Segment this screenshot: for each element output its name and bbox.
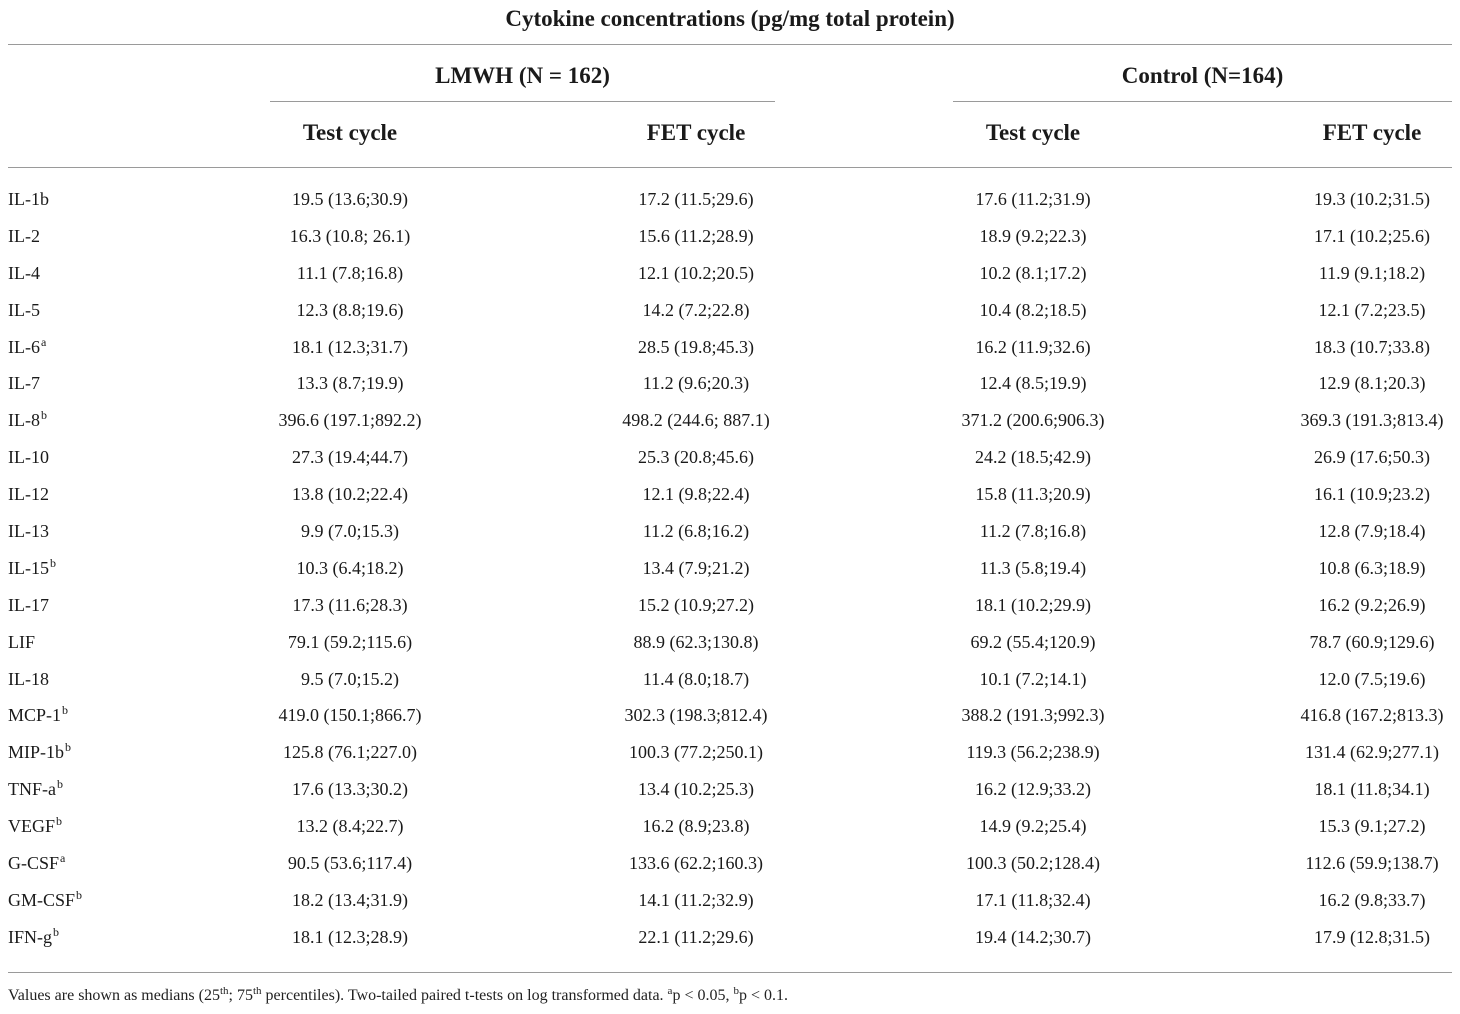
cytokine-label xyxy=(8,734,71,770)
control-test-cycle-value: 24.2 (18.5;42.9) xyxy=(975,447,1091,468)
cytokine-label xyxy=(8,624,35,660)
control-test-cycle-value: 100.3 (50.2;128.4) xyxy=(966,853,1100,874)
control-test-cycle-value: 17.6 (11.2;31.9) xyxy=(975,189,1091,209)
control-test-cycle-value: 18.9 (9.2;22.3) xyxy=(979,225,1087,246)
cytokine-name: IL-8 xyxy=(8,410,40,431)
footnote-text-2: ; 75 xyxy=(228,987,253,1004)
lmwh-fet-cycle-value: 14.1 (11.2;32.9) xyxy=(638,889,754,910)
control-fet-cycle-value: 26.9 (17.6;50.3) xyxy=(1314,447,1430,468)
cytokine-label xyxy=(8,808,62,844)
table-row xyxy=(0,365,1460,402)
footnote-text-5: p < 0.1. xyxy=(738,987,788,1004)
bottom-rule xyxy=(8,972,1452,973)
lmwh-fet-cycle-value: 28.5 (19.8;45.3) xyxy=(638,336,754,357)
lmwh-test-cycle-value: 79.1 (59.2;115.6) xyxy=(287,631,413,652)
table-title: Cytokine concentrations (pg/mg total protein) xyxy=(505,6,955,31)
column-header-control-fet-cycle: FET cycle xyxy=(1322,120,1422,145)
lmwh-fet-cycle-value: 12.1 (9.8;22.4) xyxy=(642,484,750,505)
column-header-control-test-cycle: Test cycle xyxy=(985,120,1081,145)
cytokine-name: TNF-a xyxy=(8,779,56,800)
cytokine-label xyxy=(8,365,40,401)
cytokine-name: IL-15 xyxy=(8,557,49,578)
lmwh-fet-cycle-value: 16.2 (8.9;23.8) xyxy=(642,816,750,837)
control-fet-cycle-value: 12.9 (8.1;20.3) xyxy=(1318,373,1426,394)
table-row xyxy=(0,771,1460,808)
control-test-cycle-value: 11.3 (5.8;19.4) xyxy=(979,557,1087,578)
control-test-cycle-value: 10.1 (7.2;14.1) xyxy=(979,668,1087,689)
lmwh-fet-cycle-value: 11.4 (8.0;18.7) xyxy=(642,668,750,689)
control-fet-cycle-value: 78.7 (60.9;129.6) xyxy=(1309,631,1435,652)
significance-marker: b xyxy=(49,555,56,570)
column-header-lmwh-fet-cycle: FET cycle xyxy=(646,120,746,145)
control-fet-cycle-value: 369.3 (191.3;813.4) xyxy=(1300,410,1444,431)
control-fet-cycle-value: 12.0 (7.5;19.6) xyxy=(1318,668,1426,689)
table-row xyxy=(0,218,1460,255)
column-header-lmwh-test-cycle: Test cycle xyxy=(302,120,398,145)
lmwh-test-cycle-value: 18.1 (12.3;28.9) xyxy=(292,926,408,947)
cytokine-name: IL-17 xyxy=(8,594,49,615)
lmwh-fet-cycle-value: 22.1 (11.2;29.6) xyxy=(638,926,754,947)
control-test-cycle-value: 69.2 (55.4;120.9) xyxy=(970,631,1096,652)
cytokine-label xyxy=(8,292,40,328)
cytokine-name: IL-13 xyxy=(8,521,49,542)
footnote-text-3: percentiles). Two-tailed paired t-tests on log transformed data. xyxy=(261,987,668,1004)
table-row xyxy=(0,697,1460,734)
lmwh-test-cycle-value: 19.5 (13.6;30.9) xyxy=(292,189,408,209)
cytokine-name: IL-6 xyxy=(8,336,40,357)
lmwh-fet-cycle-value: 17.2 (11.5;29.6) xyxy=(638,189,754,209)
cytokine-name: MIP-1b xyxy=(8,742,65,763)
group-header-lmwh: LMWH (N = 162) xyxy=(435,63,610,88)
table-row xyxy=(0,329,1460,366)
cytokine-name: IFN-g xyxy=(8,926,52,947)
cytokine-label xyxy=(8,697,68,733)
table-row xyxy=(0,181,1460,218)
control-fet-cycle-value: 12.1 (7.2;23.5) xyxy=(1318,299,1426,320)
control-test-cycle-value: 119.3 (56.2;238.9) xyxy=(966,742,1100,763)
lmwh-fet-cycle-value: 15.2 (10.9;27.2) xyxy=(638,594,754,615)
lmwh-fet-cycle-value: 498.2 (244.6; 887.1) xyxy=(622,410,770,431)
lmwh-fet-cycle-value: 14.2 (7.2;22.8) xyxy=(642,299,750,320)
control-test-cycle-value: 14.9 (9.2;25.4) xyxy=(979,816,1087,837)
control-test-cycle-value: 19.4 (14.2;30.7) xyxy=(975,926,1091,947)
cytokine-label xyxy=(8,402,47,438)
table-row xyxy=(0,624,1460,661)
control-test-cycle-value: 11.2 (7.8;16.8) xyxy=(979,521,1087,542)
cytokine-name: IL-2 xyxy=(8,225,40,246)
cytokine-label xyxy=(8,771,63,807)
cytokine-name: IL-18 xyxy=(8,668,49,689)
control-test-cycle-value: 10.4 (8.2;18.5) xyxy=(979,299,1087,320)
cytokine-label xyxy=(8,882,82,918)
control-test-cycle-value: 10.2 (8.1;17.2) xyxy=(979,262,1087,283)
table-row xyxy=(0,919,1460,956)
cytokine-label xyxy=(8,439,49,475)
lmwh-test-cycle-value: 27.3 (19.4;44.7) xyxy=(292,447,408,468)
lmwh-fet-cycle-value: 100.3 (77.2;250.1) xyxy=(629,742,763,763)
cytokine-name: G-CSF xyxy=(8,853,60,874)
lmwh-test-cycle-value: 10.3 (6.4;18.2) xyxy=(296,557,404,578)
table-footnote xyxy=(8,985,788,1007)
table-row xyxy=(0,587,1460,624)
control-fet-cycle-value: 11.9 (9.1;18.2) xyxy=(1318,262,1426,283)
significance-marker: b xyxy=(76,887,83,902)
control-test-cycle-value: 18.1 (10.2;29.9) xyxy=(975,594,1091,615)
cytokine-label xyxy=(8,329,46,365)
cytokine-name: IL-10 xyxy=(8,447,49,468)
cytokine-label xyxy=(8,476,49,512)
footnote-sup-3: a xyxy=(667,985,673,997)
lmwh-fet-cycle-value: 13.4 (10.2;25.3) xyxy=(638,779,754,800)
lmwh-fet-cycle-value: 88.9 (62.3;130.8) xyxy=(633,631,759,652)
lmwh-test-cycle-value: 9.9 (7.0;15.3) xyxy=(301,521,399,542)
table-row xyxy=(0,513,1460,550)
control-fet-cycle-value: 131.4 (62.9;277.1) xyxy=(1305,742,1439,763)
cytokine-name: IL-1b xyxy=(8,189,49,209)
significance-marker: b xyxy=(53,924,59,939)
lmwh-fet-cycle-value: 302.3 (198.3;812.4) xyxy=(624,705,768,726)
table-row xyxy=(0,402,1460,439)
lmwh-test-cycle-value: 18.1 (12.3;31.7) xyxy=(292,336,408,357)
control-fet-cycle-value: 10.8 (6.3;18.9) xyxy=(1318,557,1426,578)
significance-marker: b xyxy=(62,703,69,718)
control-test-cycle-value: 15.8 (11.3;20.9) xyxy=(975,484,1091,505)
cytokine-label xyxy=(8,255,40,291)
significance-marker: b xyxy=(40,408,47,423)
lmwh-fet-cycle-value: 133.6 (62.2;160.3) xyxy=(629,853,763,874)
lmwh-test-cycle-value: 13.8 (10.2;22.4) xyxy=(292,484,408,505)
lmwh-test-cycle-value: 419.0 (150.1;866.7) xyxy=(278,705,422,726)
lmwh-test-cycle-value: 13.2 (8.4;22.7) xyxy=(296,816,404,837)
control-fet-cycle-value: 416.8 (167.2;813.3) xyxy=(1300,705,1444,726)
lmwh-test-cycle-value: 17.3 (11.6;28.3) xyxy=(292,594,408,615)
cytokine-label xyxy=(8,919,59,955)
lmwh-fet-cycle-value: 25.3 (20.8;45.6) xyxy=(638,447,754,468)
lmwh-test-cycle-value: 13.3 (8.7;19.9) xyxy=(296,373,404,394)
lmwh-fet-cycle-value: 12.1 (10.2;20.5) xyxy=(638,262,754,283)
table-row xyxy=(0,439,1460,476)
lmwh-test-cycle-value: 9.5 (7.0;15.2) xyxy=(301,668,399,689)
cytokine-name: GM-CSF xyxy=(8,889,76,910)
cytokine-label xyxy=(8,550,56,586)
table-row xyxy=(0,734,1460,771)
significance-marker: b xyxy=(57,777,63,792)
cytokine-name: VEGF xyxy=(8,816,56,837)
significance-marker: a xyxy=(40,334,47,349)
table-row xyxy=(0,255,1460,292)
significance-marker: a xyxy=(60,851,66,866)
control-fet-cycle-value: 16.1 (10.9;23.2) xyxy=(1314,484,1430,505)
group-header-control: Control (N=164) xyxy=(1121,63,1284,88)
control-test-cycle-value: 371.2 (200.6;906.3) xyxy=(961,410,1105,431)
lmwh-test-cycle-value: 125.8 (76.1;227.0) xyxy=(283,742,417,763)
control-fet-cycle-value: 19.3 (10.2;31.5) xyxy=(1314,189,1430,209)
control-fet-cycle-value: 112.6 (59.9;138.7) xyxy=(1305,853,1439,874)
cytokine-name: IL-5 xyxy=(8,299,40,320)
table-row xyxy=(0,292,1460,329)
cytokine-label xyxy=(8,218,40,254)
control-fet-cycle-value: 17.9 (12.8;31.5) xyxy=(1314,926,1430,947)
control-test-cycle-value: 12.4 (8.5;19.9) xyxy=(979,373,1087,394)
table-row xyxy=(0,550,1460,587)
footnote-text-1: Values are shown as medians (25 xyxy=(8,987,220,1004)
lmwh-fet-cycle-value: 11.2 (6.8;16.2) xyxy=(642,521,750,542)
table-row xyxy=(0,882,1460,919)
cytokine-name: IL-7 xyxy=(8,373,40,394)
footnote-text-4: p < 0.05, xyxy=(672,987,734,1004)
top-rule xyxy=(8,44,1452,45)
lmwh-test-cycle-value: 90.5 (53.6;117.4) xyxy=(287,853,413,874)
table-row xyxy=(0,808,1460,845)
cytokine-name: MCP-1 xyxy=(8,705,62,726)
lmwh-test-cycle-value: 12.3 (8.8;19.6) xyxy=(296,299,404,320)
control-group-rule xyxy=(953,101,1452,102)
control-fet-cycle-value: 18.1 (11.8;34.1) xyxy=(1314,779,1430,800)
cytokine-label xyxy=(8,181,49,217)
footnote-sup-4: b xyxy=(733,985,739,997)
cytokine-label xyxy=(8,845,65,881)
control-test-cycle-value: 388.2 (191.3;992.3) xyxy=(961,705,1105,726)
footnote-sup-2: th xyxy=(252,985,262,997)
lmwh-test-cycle-value: 16.3 (10.8; 26.1) xyxy=(289,225,411,246)
lmwh-fet-cycle-value: 15.6 (11.2;28.9) xyxy=(638,225,754,246)
lmwh-test-cycle-value: 11.1 (7.8;16.8) xyxy=(296,262,404,283)
cytokine-name: LIF xyxy=(8,631,35,652)
cytokine-label xyxy=(8,513,49,549)
lmwh-test-cycle-value: 17.6 (13.3;30.2) xyxy=(292,779,408,800)
table-body xyxy=(0,181,1460,956)
table-row xyxy=(0,661,1460,698)
cytokine-name: IL-12 xyxy=(8,484,49,505)
lmwh-test-cycle-value: 396.6 (197.1;892.2) xyxy=(278,410,422,431)
lmwh-fet-cycle-value: 13.4 (7.9;21.2) xyxy=(642,557,750,578)
control-test-cycle-value: 17.1 (11.8;32.4) xyxy=(975,889,1091,910)
control-fet-cycle-value: 18.3 (10.7;33.8) xyxy=(1314,336,1430,357)
lmwh-group-rule xyxy=(270,101,775,102)
control-test-cycle-value: 16.2 (11.9;32.6) xyxy=(975,336,1091,357)
control-fet-cycle-value: 16.2 (9.2;26.9) xyxy=(1318,594,1426,615)
control-fet-cycle-value: 16.2 (9.8;33.7) xyxy=(1318,889,1426,910)
header-bottom-rule xyxy=(8,167,1452,168)
cytokine-label xyxy=(8,587,49,623)
control-fet-cycle-value: 12.8 (7.9;18.4) xyxy=(1318,521,1426,542)
lmwh-test-cycle-value: 18.2 (13.4;31.9) xyxy=(292,889,408,910)
cytokine-name: IL-4 xyxy=(8,262,40,283)
control-test-cycle-value: 16.2 (12.9;33.2) xyxy=(975,779,1091,800)
footnote-sup-1: th xyxy=(219,985,229,997)
significance-marker: b xyxy=(56,814,63,829)
lmwh-fet-cycle-value: 11.2 (9.6;20.3) xyxy=(642,373,750,394)
table-row xyxy=(0,476,1460,513)
cytokine-label xyxy=(8,661,49,697)
control-fet-cycle-value: 17.1 (10.2;25.6) xyxy=(1314,225,1430,246)
significance-marker: b xyxy=(65,740,72,755)
table-row xyxy=(0,845,1460,882)
control-fet-cycle-value: 15.3 (9.1;27.2) xyxy=(1318,816,1426,837)
